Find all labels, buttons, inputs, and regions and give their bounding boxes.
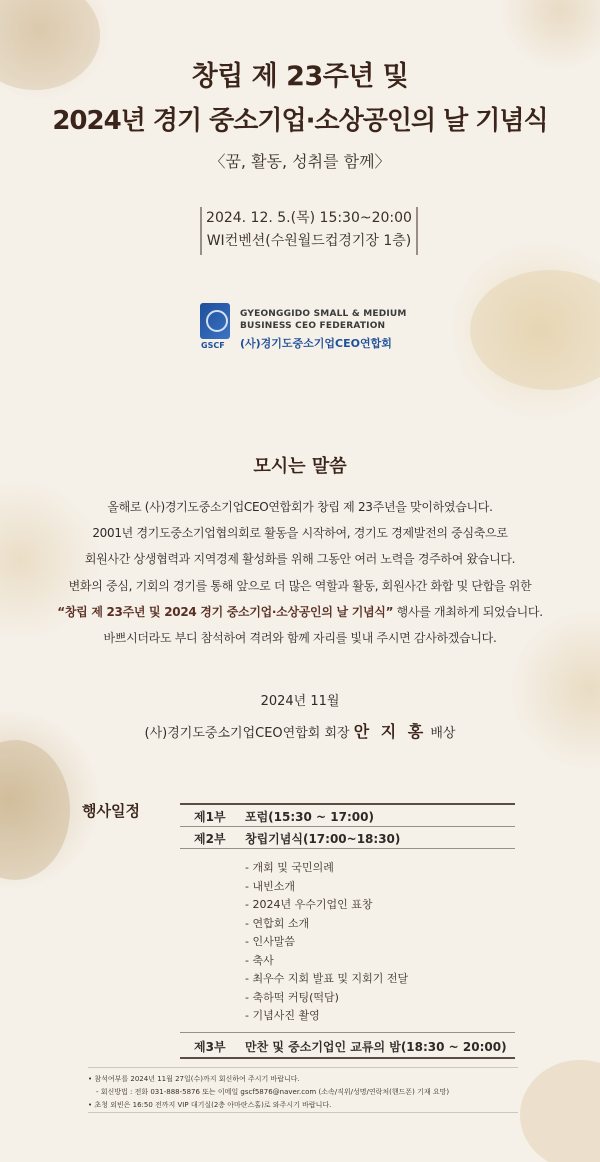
event-name-highlight: “창립 제 23주년 및 2024 경기 중소기업·소상공인의 날 기념식” (57, 604, 394, 619)
invitation-highlight-line (20, 599, 580, 625)
part-label: 제3부 (194, 1039, 226, 1054)
invitation-line: 2001년 경기도중소기업협의회로 활동을 시작하여, 경기도 경제발전의 중심축으로 (92, 526, 508, 541)
signer-organization: (사)경기도중소기업CEO연합회 회장 (144, 726, 354, 741)
invitation-title: 모시는 말씀 (253, 456, 347, 477)
invitation-closing-line: 바쁘시더라도 부디 참석하여 격려와 함께 자리를 빛내 주시면 감사하겠습니다. (103, 631, 497, 646)
ceremony-program-list (180, 849, 515, 1033)
list-item: - 최우수 지회 발표 및 지회기 전달 (245, 972, 409, 985)
list-item: - 개회 및 국민의례 (245, 861, 334, 874)
part-description: 포럼(15:30 ~ 17:00) (245, 810, 374, 824)
rsvp-deadline-note: • 참석여부를 2024년 11월 27일(수)까지 회신하여 주시기 바랍니다. (88, 1075, 300, 1083)
event-date-venue (200, 207, 418, 255)
gscf-emblem-icon (200, 303, 230, 339)
invitation-body (20, 494, 580, 651)
invitation-date: 2024년 11월 (260, 694, 340, 709)
list-item: - 내빈소개 (245, 879, 295, 893)
event-subtitle: 〈꿈, 활동, 성취를 함께〉 (209, 152, 391, 171)
rsvp-notes (88, 1067, 518, 1112)
watercolor-wash-bottom-right (520, 1060, 600, 1162)
event-header (0, 0, 600, 385)
invitation-section (0, 390, 600, 750)
highlight-suffix: 행사를 개최하게 되었습니다. (393, 604, 543, 619)
list-item: - 기념사진 촬영 (245, 1009, 320, 1022)
invitation-line: 변화의 중심, 기회의 경기를 통해 앞으로 더 많은 역할과 활동, 회원사간 화합 및 단합을 위한 (68, 578, 532, 593)
invitation-line: 올해로 (사)경기도중소기업CEO연합회가 창립 제 23주년을 맞이하였습니다. (107, 500, 493, 514)
list-item: - 축사 (245, 953, 274, 967)
schedule-row (180, 827, 515, 849)
organization-logo (200, 303, 420, 355)
list-item: - 축하떡 커팅(떡담) (245, 990, 339, 1004)
part-description: 만찬 및 중소기업인 교류의 밤(18:30 ~ 20:00) (245, 1039, 507, 1054)
logo-korean-name: (사)경기도중소기업CEO연합회 (240, 337, 392, 350)
schedule-title: 행사일정 (82, 802, 140, 820)
schedule-row (180, 805, 515, 827)
watercolor-wash-left-bottom (0, 740, 70, 880)
list-item: - 연합회 소개 (245, 916, 310, 930)
notes-divider (88, 1112, 518, 1113)
invitation-signature (0, 719, 600, 742)
signer-suffix: 배상 (426, 726, 456, 741)
logo-abbreviation: GSCF (201, 341, 225, 350)
list-item: - 2024년 우수기업인 표창 (245, 898, 373, 911)
event-title-line1: 창립 제 23주년 및 (191, 61, 409, 92)
event-venue: WI컨벤션(수원월드컵경기장 1층) (206, 233, 412, 249)
event-title-line2: 2024년 경기 중소기업·소상공인의 날 기념식 (52, 106, 548, 136)
part-label: 제2부 (194, 832, 226, 846)
logo-english-line2: BUSINESS CEO FEDERATION (240, 321, 386, 331)
signer-name: 안 지 홍 (353, 722, 427, 741)
schedule-row (180, 1033, 515, 1059)
part-description: 창립기념식(17:00~18:30) (245, 832, 401, 846)
vip-arrival-note: • 초청 외빈은 16:50 전까지 VIP 대기실(2층 아마란스홀)로 와주시기 바랍니다. (88, 1101, 332, 1109)
event-date-time: 2024. 12. 5.(목) 15:30~20:00 (206, 210, 412, 226)
schedule-table (180, 803, 515, 1059)
logo-english-line1: GYEONGGIDO SMALL & MEDIUM (240, 309, 407, 319)
rsvp-method-note: - 회신방법 : 전화 031-888-5876 또는 이메일 gscf5876@naver.com (소속/직위/성명/연락처(핸드폰) 기재 요망) (96, 1088, 450, 1096)
part-label: 제1부 (194, 810, 226, 824)
invitation-line: 회원사간 상생협력과 지역경제 활성화를 위해 그동안 여러 노력을 경주하여 왔습니다. (84, 552, 516, 567)
list-item: - 인사말씀 (245, 935, 295, 948)
